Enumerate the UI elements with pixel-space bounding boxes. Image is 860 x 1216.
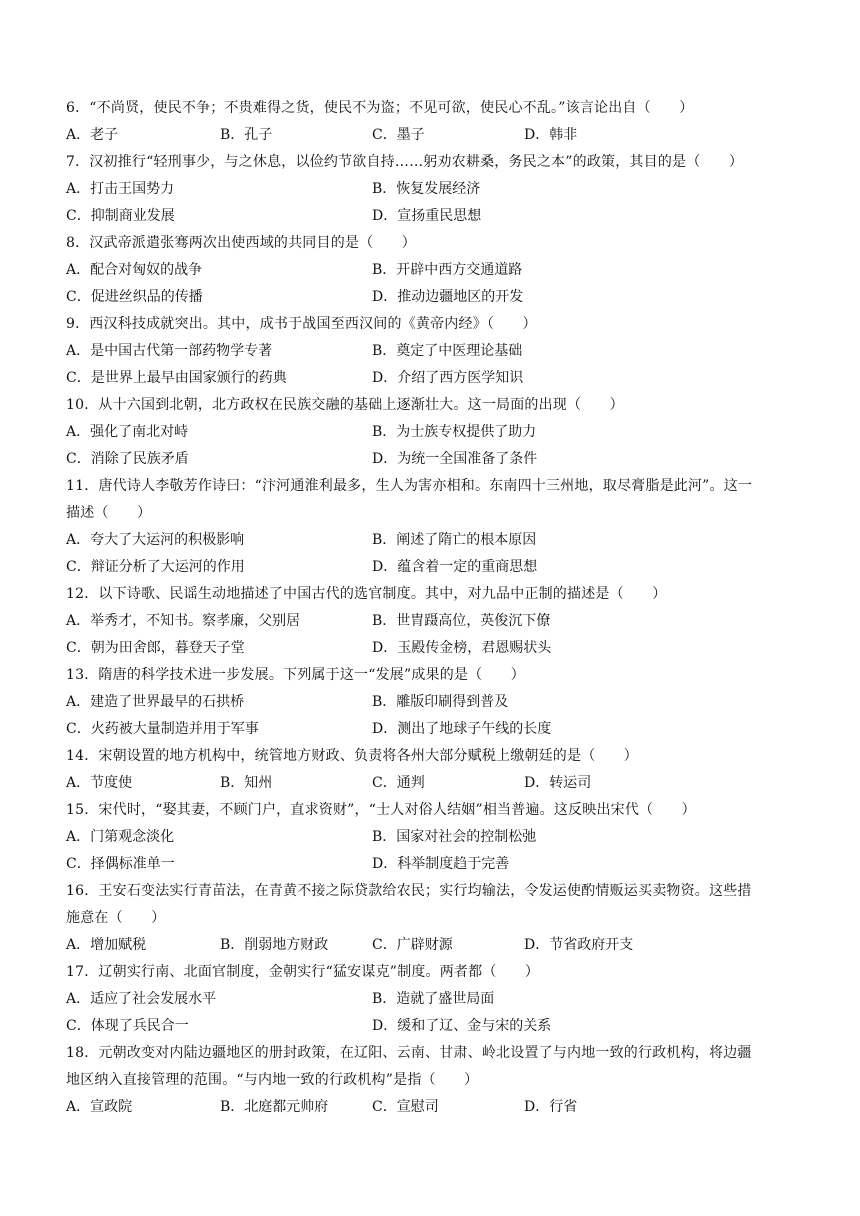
option-d[interactable]: D．科举制度趋于完善 xyxy=(372,856,510,872)
option-row xyxy=(66,824,800,851)
option-row xyxy=(66,689,800,716)
option-c[interactable]: C．墨子 xyxy=(372,127,425,143)
question-13 xyxy=(66,662,800,743)
option-a[interactable]: A．门第观念淡化 xyxy=(66,829,175,845)
question-stem-continued: 施意在（ ） xyxy=(66,910,166,926)
option-b[interactable]: B．雕版印刷得到普及 xyxy=(372,694,509,710)
question-14 xyxy=(66,743,800,797)
option-row xyxy=(66,257,800,284)
question-stem: 18．元朝改变对内陆边疆地区的册封政策，在辽阳、云南、甘肃、岭北设置了与内地一致的行政机构，将边疆 xyxy=(66,1045,752,1061)
option-row xyxy=(66,284,800,311)
option-b[interactable]: B．孔子 xyxy=(220,127,273,143)
option-row xyxy=(66,203,800,230)
option-c[interactable]: C．抑制商业发展 xyxy=(66,208,175,224)
question-stem: 9．西汉科技成就突出。其中，成书于战国至西汉间的《黄帝内经》（ ） xyxy=(66,316,537,332)
option-c[interactable]: C．辩证分析了大运河的作用 xyxy=(66,559,245,575)
option-d[interactable]: D．缓和了辽、金与宋的关系 xyxy=(372,1018,552,1034)
question-6 xyxy=(66,95,800,149)
option-b[interactable]: B．北庭都元帅府 xyxy=(220,1099,329,1115)
question-stem: 12．以下诗歌、民谣生动地描述了中国古代的选官制度。其中，对九品中正制的描述是（ ） xyxy=(66,586,667,602)
option-a[interactable]: A．强化了南北对峙 xyxy=(66,424,189,440)
option-d[interactable]: D．节省政府开支 xyxy=(524,937,634,953)
question-stem-continued: 地区纳入直接管理的范围。“与内地一致的行政机构”是指（ ） xyxy=(66,1072,479,1088)
option-a[interactable]: A．夸大了大运河的积极影响 xyxy=(66,532,245,548)
option-c[interactable]: C．通判 xyxy=(372,775,425,791)
option-row xyxy=(66,716,800,743)
option-c[interactable]: C．体现了兵民合一 xyxy=(66,1018,189,1034)
question-stem: 8．汉武帝派遣张骞两次出使西域的共同目的是（ ） xyxy=(66,235,416,251)
option-d[interactable]: D．韩非 xyxy=(524,127,578,143)
option-a[interactable]: A．节度使 xyxy=(66,775,133,791)
option-d[interactable]: D．蕴含着一定的重商思想 xyxy=(372,559,538,575)
option-a[interactable]: A．配合对匈奴的战争 xyxy=(66,262,203,278)
option-b[interactable]: B．国家对社会的控制松弛 xyxy=(372,829,537,845)
question-stem-continued: 描述（ ） xyxy=(66,505,152,521)
option-c[interactable]: C．择偶标准单一 xyxy=(66,856,175,872)
option-a[interactable]: A．是中国古代第一部药物学专著 xyxy=(66,343,273,359)
option-a[interactable]: A．宣政院 xyxy=(66,1099,133,1115)
question-17 xyxy=(66,959,800,1040)
option-d[interactable]: D．介绍了西方医学知识 xyxy=(372,370,524,386)
question-stem: 11．唐代诗人李敬芳作诗曰：“汴河通淮利最多，生人为害亦相和。东南四十三州地，取尽膏脂是此河”。这一 xyxy=(66,478,753,494)
option-c[interactable]: C．火药被大量制造并用于军事 xyxy=(66,721,259,737)
option-d[interactable]: D．宣扬重民思想 xyxy=(372,208,482,224)
option-a[interactable]: A．举秀才，不知书。察孝廉，父别居 xyxy=(66,613,301,629)
option-row xyxy=(66,1094,800,1121)
option-d[interactable]: D．推动边疆地区的开发 xyxy=(372,289,524,305)
option-d[interactable]: D．测出了地球子午线的长度 xyxy=(372,721,552,737)
option-a[interactable]: A．增加赋税 xyxy=(66,937,147,953)
option-row xyxy=(66,554,800,581)
option-row xyxy=(66,1013,800,1040)
option-row xyxy=(66,419,800,446)
option-b[interactable]: B．世胄蹑高位，英俊沉下僚 xyxy=(372,613,551,629)
option-c[interactable]: C．消除了民族矛盾 xyxy=(66,451,189,467)
option-b[interactable]: B．为士族专权提供了助力 xyxy=(372,424,537,440)
option-a[interactable]: A．打击王国势力 xyxy=(66,181,175,197)
option-c[interactable]: C．宣慰司 xyxy=(372,1099,439,1115)
question-11 xyxy=(66,473,800,581)
question-stem: 17．辽朝实行南、北面官制度，金朝实行“猛安谋克”制度。两者都（ ） xyxy=(66,964,540,980)
option-row xyxy=(66,770,800,797)
option-d[interactable]: D．为统一全国准备了条件 xyxy=(372,451,538,467)
option-row xyxy=(66,851,800,878)
question-stem: 6．“不尚贤，使民不争；不贵难得之货，使民不为盗；不见可欲，使民心不乱。”该言论出自（ ） xyxy=(66,100,694,116)
option-b[interactable]: B．阐述了隋亡的根本原因 xyxy=(372,532,537,548)
option-row xyxy=(66,446,800,473)
question-16 xyxy=(66,878,800,959)
option-d[interactable]: D．玉殿传金榜，君恩赐状头 xyxy=(372,640,552,656)
option-b[interactable]: B．恢复发展经济 xyxy=(372,181,481,197)
option-row xyxy=(66,122,800,149)
question-12 xyxy=(66,581,800,662)
option-row xyxy=(66,608,800,635)
option-b[interactable]: B．开辟中西方交通道路 xyxy=(372,262,523,278)
question-stem: 15．宋代时，“娶其妻，不顾门户，直求资财”，“士人对俗人结姻”相当普遍。这反映出宋代（ ） xyxy=(66,802,696,818)
option-b[interactable]: B．造就了盛世局面 xyxy=(372,991,495,1007)
question-stem: 13．隋唐的科学技术进一步发展。下列属于这一“发展”成果的是（ ） xyxy=(66,667,525,683)
option-a[interactable]: A．老子 xyxy=(66,127,119,143)
question-15 xyxy=(66,797,800,878)
option-d[interactable]: D．行省 xyxy=(524,1099,578,1115)
option-a[interactable]: A．适应了社会发展水平 xyxy=(66,991,217,1007)
option-b[interactable]: B．知州 xyxy=(220,775,273,791)
question-7 xyxy=(66,149,800,230)
option-b[interactable]: B．奠定了中医理论基础 xyxy=(372,343,523,359)
option-row xyxy=(66,527,800,554)
option-row xyxy=(66,365,800,392)
question-stem: 16．王安石变法实行青苗法，在青黄不接之际贷款给农民；实行均输法，令发运使酌情贩运买卖物资。这些措 xyxy=(66,883,752,899)
question-stem: 14．宋朝设置的地方机构中，统管地方财政、负责将各州大部分赋税上缴朝廷的是（ ） xyxy=(66,748,639,764)
option-row xyxy=(66,986,800,1013)
question-stem: 7．汉初推行“轻刑事少，与之休息，以俭约节欲自持……躬劝农耕桑，务民之本”的政策，其目的是（ ） xyxy=(66,154,744,170)
exam-page xyxy=(66,95,800,1121)
option-c[interactable]: C．广辟财源 xyxy=(372,937,453,953)
question-stem: 10．从十六国到北朝，北方政权在民族交融的基础上逐渐壮大。这一局面的出现（ ） xyxy=(66,397,624,413)
option-row xyxy=(66,932,800,959)
option-b[interactable]: B．削弱地方财政 xyxy=(220,937,329,953)
option-c[interactable]: C．促进丝织品的传播 xyxy=(66,289,203,305)
option-a[interactable]: A．建造了世界最早的石拱桥 xyxy=(66,694,245,710)
question-18 xyxy=(66,1040,800,1121)
option-row xyxy=(66,635,800,662)
question-9 xyxy=(66,311,800,392)
option-row xyxy=(66,176,800,203)
option-d[interactable]: D．转运司 xyxy=(524,775,592,791)
option-c[interactable]: C．是世界上最早由国家颁行的药典 xyxy=(66,370,287,386)
option-c[interactable]: C．朝为田舍郎，暮登天子堂 xyxy=(66,640,245,656)
option-row xyxy=(66,338,800,365)
question-10 xyxy=(66,392,800,473)
question-8 xyxy=(66,230,800,311)
